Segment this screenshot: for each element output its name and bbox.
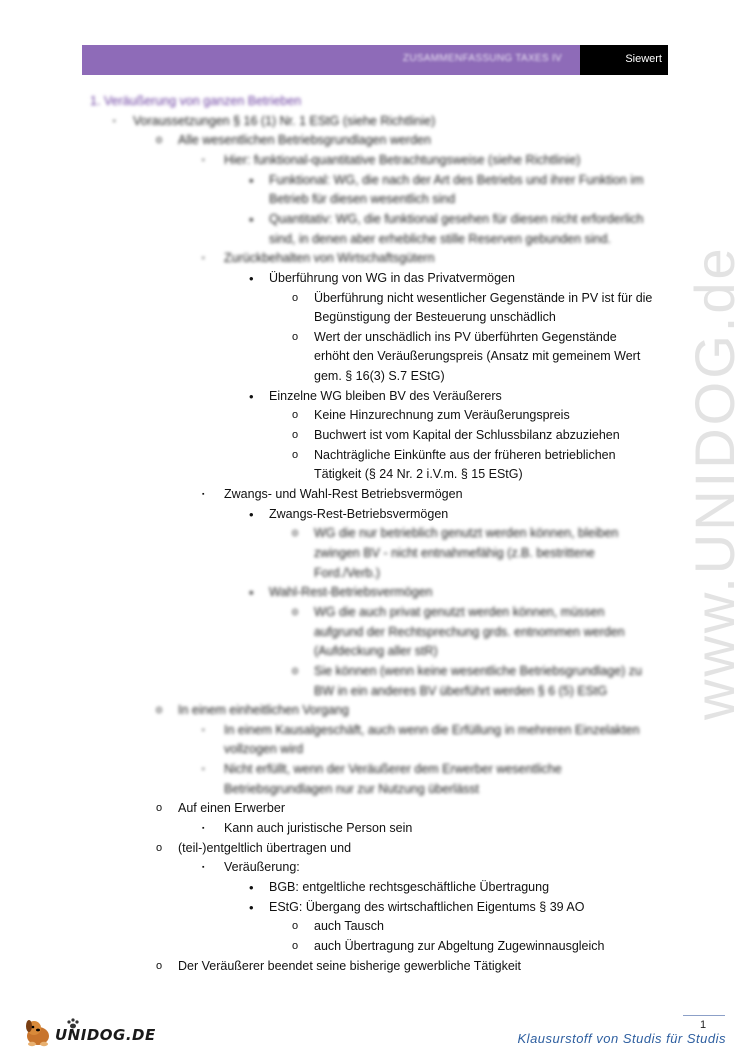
outline-item: BW in ein anderes BV überführt werden § 6 (5) EStG [314,683,608,698]
bullet-marker: ▪ [202,726,205,734]
bullet-marker: ▪ [202,156,205,164]
bullet-marker: o [292,330,299,343]
outline-item: Alle wesentlichen Betriebsgrundlagen werden [178,133,431,148]
bullet-marker: o [156,802,163,815]
bullet-marker: o [156,841,163,854]
bullet-marker: • [249,506,254,522]
outline-item: auch Tausch [314,919,384,934]
outline-item: Zwangs- und Wahl-Rest Betriebsvermögen [224,487,463,501]
bullet-marker: o [292,448,299,461]
bullet-marker: ▪ [113,117,116,125]
bullet-marker: o [292,605,299,618]
dog-icon [26,1020,49,1046]
bullet-marker: • [249,585,254,601]
outline-item: Voraussetzungen § 16 (1) Nr. 1 EStG (siehe Richtlinie) [133,113,436,128]
outline-item: Einzelne WG bleiben BV des Veräußerers [269,388,502,403]
outline-item: Hier: funktional-quantitative Betrachtungsweise (siehe Richtlinie) [224,152,581,167]
outline-item: Wert der unschädlich ins PV überführten Gegenstände [314,329,617,344]
outline-item: Auf einen Erwerber [178,801,286,816]
bullet-marker: o [156,704,163,717]
outline-item: Betrieb für diesen wesentlich sind [269,192,456,207]
outline-item: Zurückbehalten von Wirtschaftsgütern [224,251,435,266]
section-heading: 1. Veräußerung von ganzen Betrieben [90,94,302,108]
bullet-marker: ▪ [202,491,205,498]
author-box [580,45,668,75]
outline-item: Betriebsgrundlagen nur zur Nutzung überlässt [224,781,480,796]
bullet-marker: o [292,664,299,677]
outline-item: gem. § 16(3) S.7 EStG) [314,369,445,384]
outline-item: BGB: entgeltliche rechtsgeschäftliche Übertragung [269,880,550,894]
outline-item: zwingen BV - nicht entnahmefähig (z.B. bestrittene [314,545,595,560]
bullet-marker: ▪ [202,255,205,263]
outline-item: Begünstigung der Besteuerung unschädlich [314,310,556,325]
bullet-marker: • [249,880,254,895]
outline-item: Quantitativ: WG, die funktional gesehen für diesen nicht erforderlich [269,211,644,226]
outline-item: Keine Hinzurechnung zum Veräußerungspreis [314,408,570,423]
outline-item: Überführung von WG in das Privatvermögen [269,270,515,285]
watermark: www.UNIDOG.de [683,245,746,720]
outline-item: WG die auch privat genutzt werden können, müssen [314,604,605,619]
outline-item: Ford./Verb.) [314,565,380,580]
bullet-marker: • [249,270,254,286]
outline-item: (teil-)entgeltlich übertragen und [178,840,352,855]
outline-item: sind, in denen aber erhebliche stille Reserven gebunden sind. [269,231,611,246]
document-title: ZUSAMMENFASSUNG TAXES IV [402,53,562,64]
bullet-marker: ▪ [202,766,205,774]
bullet-marker: • [249,211,254,227]
outline-item: vollzogen wird [224,742,304,757]
bullet-marker: o [292,429,299,442]
header-bar [82,45,668,75]
outline-item: Sie können (wenn keine wesentliche Betriebsgrundlage) zu [314,663,642,678]
outline-item: In einem einheitlichen Vorgang [178,703,349,718]
outline-item: EStG: Übergang des wirtschaftlichen Eigentums § 39 AO [269,899,585,914]
author-name: Siewert [625,53,662,65]
bullet-marker: ▪ [202,825,205,833]
logo-text: UNIDOG.DE [55,1026,156,1044]
footer-tagline: Klausurstoff von Studis für Studis [517,1031,726,1046]
bullet-marker: o [292,939,299,952]
bullet-marker: • [249,899,254,915]
outline-item: erhöht den Veräußerungspreis (Ansatz mit gemeinem Wert [314,349,641,364]
bullet-marker: • [249,388,254,404]
outline-item: Tätigkeit (§ 24 Nr. 2 i.V.m. § 15 EStG) [314,467,523,482]
outline-item: Wahl-Rest-Betriebsvermögen [269,585,433,600]
footer-divider [683,1015,725,1016]
bullet-marker: ▪ [202,864,205,872]
outline-item: Buchwert ist vom Kapital der Schlussbilanz abzuziehen [314,428,620,443]
bullet-marker: o [156,134,163,147]
outline-item: WG die nur betrieblich genutzt werden können, bleiben [314,526,619,541]
outline-item: Zwangs-Rest-Betriebsvermögen [269,506,449,521]
outline-item: Überführung nicht wesentlicher Gegenstände in PV ist für die [314,290,653,305]
page-number: 1 [700,1019,707,1031]
bullet-marker: • [249,172,254,188]
outline-item: auch Übertragung zur Abgeltung Zugewinnausgleich [314,938,605,953]
outline-item: Nachträgliche Einkünfte aus der früheren betrieblichen [314,447,616,462]
bullet-marker: o [292,527,299,540]
bullet-marker: o [292,920,299,933]
outline-item: (Aufdeckung aller stR) [314,644,438,659]
outline-item: Nicht erfüllt, wenn der Veräußerer dem Erwerber wesentliche [224,762,562,777]
outline-item: Veräußerung: [224,860,300,875]
outline-item: Funktional: WG, die nach der Art des Betriebs und ihrer Funktion im [269,172,644,187]
outline-item: aufgrund der Rechtsprechung grds. entnommen werden [314,624,625,639]
outline-item: In einem Kausalgeschäft, auch wenn die Erfüllung in mehreren Einzelakten [224,722,640,737]
outline-item: Kann auch juristische Person sein [224,821,413,836]
bullet-marker: o [156,959,163,972]
outline-item: Der Veräußerer beendet seine bisherige gewerbliche Tätigkeit [178,958,522,973]
bullet-marker: o [292,291,299,304]
bullet-marker: o [292,409,299,422]
